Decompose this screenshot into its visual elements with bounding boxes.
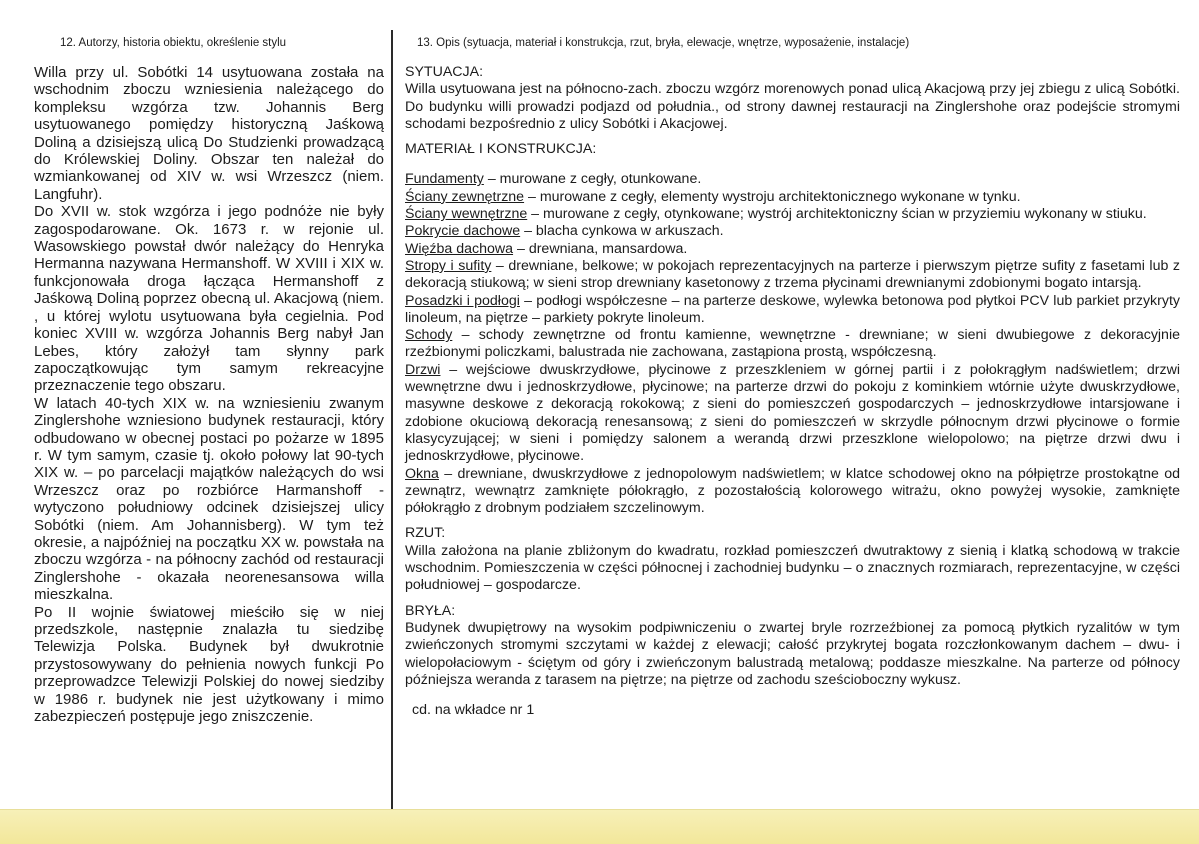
material-desc: – wejściowe dwuskrzydłowe, płycinowe z przeszkleniem w górnej partii i z połokrągłym nadświetlem; drzwi wewnętrzne dwu i jednoskrzydłowe, płycinowe; na parterze drzwi do pokoju z kominkiem wtórnie użyte dwuskrzydłowe, masywne deskowe z dekoracją rokokową; z sieni do pomieszczeń gospodarczych – jednoskrzydłowe intarsjowane i zdobione okuciową dekoracją renesansową; z sieni do pomieszczeń w skrzydle północnym drzwi płycinowe o formie klasycyzującej; w sieni i pomiędzy salonem a werandą drzwi przeszklone wielopolowo; na piętrze drzwi dwu i jednoskrzydłowe, płycinowe. — [405, 361, 1180, 465]
material-item — [405, 466, 1180, 518]
material-item — [405, 241, 1180, 258]
history-paragraph-1: Willa przy ul. Sobótki 14 usytuowana została na wschodnim zboczu wzniesienia należącego do kompleksu wzgórza tzw. Johannis Berg usytuowanego pomiędzy historyczną Jaśkową Doliną a dzisiejszą ulicą Do Studzienki prowadzącą do Królewskiej Doliny. Obszar ten należał do wzmiankowanej od XIV w. wsi Wrzeszcz (niem. Langfuhr). — [34, 64, 384, 203]
left-column — [34, 36, 384, 725]
rzut-title: RZUT: — [405, 525, 446, 542]
material-item — [405, 223, 1180, 240]
history-paragraph-2: Do XVII w. stok wzgórza i jego podnóże nie były zagospodarowane. Ok. 1673 r. w rejonie ul. Wasowskiego powstał dwór należący do Henryka Hermanna nazywana Hermanshoff. W XVIII i XIX w. funkcjonowała droga łącząca Hermanshoff z Jaśkową Doliną poprzez obecną ul. Akacjową (niem. , u której wylotu usytuowana była cegielnia. Pod koniec XVIII w. wzgórza Johannis Berg nabył Jan Lebes, który założył tam słynny park zapoczątkowując tym samym rekreacyjne przeznaczenie tego obszaru. — [34, 203, 384, 395]
sytuacja-title: SYTUACJA: — [405, 64, 484, 80]
material-desc: – murowane z cegły, otynkowane; wystrój architektoniczny ścian w przyziemiu wykonany w stiuku. — [527, 206, 1147, 223]
material-item — [405, 293, 1180, 328]
material-desc: – drewniane, belkowe; w pokojach reprezentacyjnych na parterze i pierwszym piętrze sufity z fasetami lub z dekoracją stiukową; w sieni strop drewniany kasetonowy z trzema płycinami drewnianymi zdobionymi bogato intarsją. — [405, 257, 1181, 292]
column-divider — [391, 30, 393, 810]
material-item — [405, 362, 1180, 466]
material-desc: – blacha cynkowa w arkuszach. — [520, 223, 724, 240]
material-item — [405, 189, 1180, 206]
history-paragraph-4: Po II wojnie światowej mieściło się w niej przedszkole, następnie znalazła tu siedzibę Telewizja Polska. Budynek był dwukrotnie przystosowywany do pełnienia nowych funkcji Po przeprowadzce Telewizji Polskiej do nowej siedziby w 1986 r. budynek nie jest użytkowany i mimo zabezpieczeń postępuje jego zniszczenie. — [34, 603, 384, 726]
material-desc: – schody zewnętrzne od frontu kamienne, wewnętrzne - drewniane; w sieni dwubiegowe z dekoracyjnie rzeźbionymi policzkami, balustrada nie zachowana, zastąpiona prostą, współczesną. — [405, 327, 1180, 361]
material-desc: – drewniana, mansardowa. — [513, 240, 688, 257]
material-term: Ściany wewnętrzne — [405, 206, 528, 223]
paper-edge-band — [0, 810, 1199, 844]
material-term: Drzwi — [405, 361, 441, 378]
material-title: MATERIAŁ I KONSTRUKCJA: — [405, 141, 597, 158]
material-term: Okna — [405, 465, 439, 482]
material-item — [405, 171, 1180, 188]
material-item — [405, 206, 1180, 223]
material-desc: – murowane z cegły, elementy wystroju architektonicznego wykonane w tynku. — [524, 188, 1021, 205]
material-term: Schody — [405, 327, 453, 344]
bryla-text: Budynek dwupiętrowy na wysokim podpiwniczeniu o zwartej bryle rozrzeźbionej za pomocą płytkich ryzalitów w tym zwieńczonych stromymi szczytami w każdej z elewacji; całość przykrytej bogata rozczłonkowanym dachem – dwu- i wielopołaciowym - ściętym od góry i zwieńczonym balustradą metalową; poddasze mieszkalne. Na parterze od północy późniejsza weranda z tarasem na piętrze; na piętrze od zachodu sześcioboczny wykusz. — [405, 619, 1180, 688]
left-section-header: 12. Autorzy, historia obiektu, określenie stylu — [60, 37, 287, 49]
sytuacja-text: Willa usytuowana jest na północno-zach. zboczu wzgórz morenowych ponad ulicą Akacjową przy jej zbiegu z ulicą Sobótki. Do budynku willi prowadzi podjazd od południa., od strony dawnej restauracji na Zinglershohe oraz podejście stromymi schodami bezpośrednio z ulicy Sobótki i Akacjowej. — [405, 81, 1180, 132]
continuation-note: cd. na wkładce nr 1 — [412, 702, 535, 719]
material-desc: – drewniane, dwuskrzydłowe z jednopolowym nadświetlem; w klatce schodowej okno na półpiętrze prostokątne od zewnątrz, wewnątrz zamknięte półokrągło, z pozostałością kolorowego witrażu, okno powyżej wysokie, zamknięte półokrągło z drobnym podziałem szczelinowym. — [405, 465, 1180, 517]
right-section-header: 13. Opis (sytuacja, materiał i konstrukcja, rzut, bryła, elewacje, wnętrze, wyposażenie, instalacje) — [417, 37, 910, 49]
material-term: Ściany zewnętrzne — [405, 188, 525, 205]
bryla-title: BRYŁA: — [405, 602, 456, 619]
material-term: Stropy i sufity — [405, 257, 492, 274]
material-term: Pokrycie dachowe — [405, 223, 521, 240]
material-term: Więźba dachowa — [405, 240, 514, 257]
material-item — [405, 327, 1180, 362]
material-term: Posadzki i podłogi — [405, 292, 520, 309]
material-desc: – murowane z cegły, otunkowane. — [483, 171, 702, 188]
rzut-text: Willa założona na planie zbliżonym do kwadratu, rozkład pomieszczeń dwutraktowy z sienią i klatką schodową w trakcie wschodnim. Pomieszczenia w części północnej i zachodniej budynku – o znacznych rozmiarach, reprezentacyjne, w części południowej – gospodarcze. — [405, 542, 1180, 594]
material-item — [405, 258, 1180, 293]
right-column — [405, 36, 1180, 719]
material-list — [405, 171, 1180, 517]
material-term: Fundamenty — [405, 171, 484, 188]
history-paragraph-3: W latach 40-tych XIX w. na wzniesieniu zwanym Zinglershohe wzniesiono budynek restauracji, który odbudowano w obecnej postaci po pożarze w 1895 r. W tym samym, czasie tj. około połowy lat 90-tych XIX w. – po parcelacji majątków należących do wsi Wrzeszcz oraz po rozbiórce Harmanshoff - wytyczono południowy odcinek dzisiejszej ulicy Sobótki (niem. Am Johannisberg). W tym też okresie, a najpóźniej na początku XX w. powstała na zboczu wzgórza - na północny zachód od restauracji Zinglershohe - okazała neorenesansowa willa mieszkalna. — [34, 394, 384, 604]
material-desc: – podłogi współczesne – na parterze deskowe, wylewka betonowa pod płytkoi PCV lub parkiet przykryty linoleum, na piętrze – parkiety pokryte linoleum. — [405, 292, 1180, 326]
